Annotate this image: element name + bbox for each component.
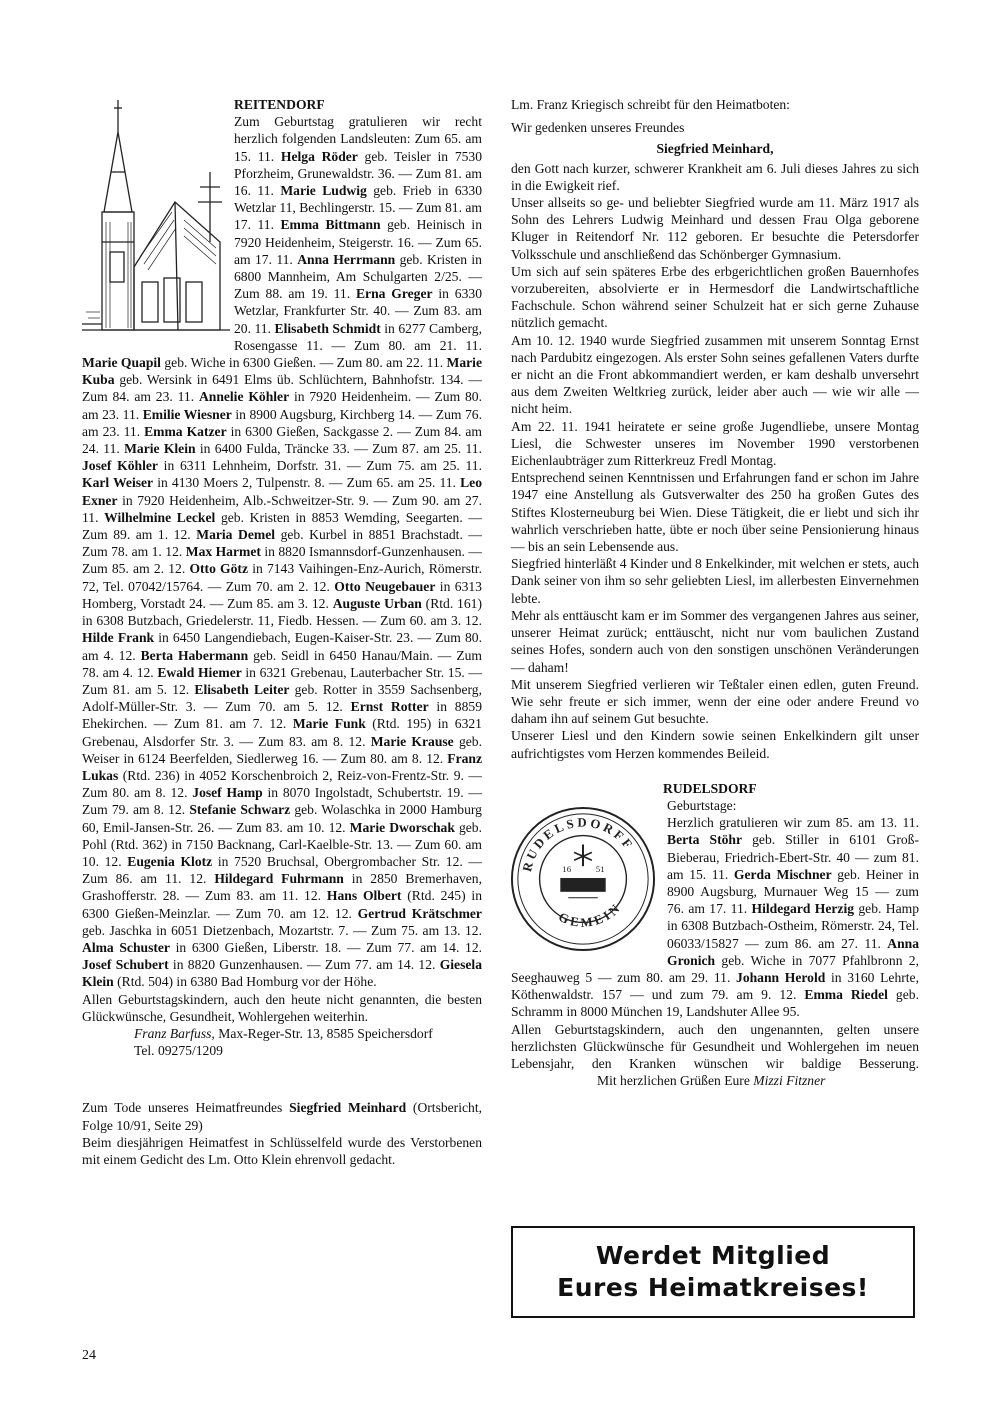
rudelsdorf-greeting: Mit herzlichen Grüßen Eure <box>597 1073 754 1089</box>
entry-address: geb. Seidl in 6450 Hanau/Main. — <box>248 647 457 663</box>
entry-address: in 6313 Homberg, Vorstadt 24. — <box>82 578 482 611</box>
entry-person-name: Berta Stöhr <box>667 832 743 848</box>
entry-address: geb. Heiner in 8900 Augsburg, Murnauer Weg 15 — <box>667 866 919 899</box>
entry-address: (Rtd. 504) in 6380 Bad Homburg vor der Höhe. <box>113 974 377 990</box>
entry-date: Zum 88. am 19. 11. <box>234 286 356 302</box>
entry-date: Zum 65. am 17. 11. <box>234 234 482 267</box>
entry-address: in 6300 Gießen, Sackgasse 2. — <box>226 423 415 439</box>
entry-date: Zum 70. am 5. 12. <box>225 699 351 715</box>
reitendorf-signature <box>82 1025 482 1042</box>
rudelsdorf-sub: Geburtstage: <box>667 797 737 813</box>
entry-address: geb. Stiller in 6101 Groß-Bieberau, Friedrich-Ebert-Str. 40 — <box>667 832 919 865</box>
entry-date: Zum 77. am 14. 12. <box>324 957 440 973</box>
entry-address: in 7920 Heidenheim. — <box>289 389 435 405</box>
entry-address: in 6321 Grebenau, Lauterbacher Str. 15. — <box>241 664 482 680</box>
seal-text-bottom: GEMEIN <box>556 899 625 930</box>
entry-address: in 6277 Camberg, Rosengasse 11. — <box>234 320 483 353</box>
entry-person-name: Maria Demel <box>196 527 276 543</box>
reitendorf-intro: Zum Geburtstag gratulieren wir recht herzlich folgenden Landsleuten: <box>234 114 482 147</box>
entry-date: Zum 84. am 23. 11. <box>82 389 199 405</box>
birthday-entry <box>82 389 434 404</box>
obituary-name: Siegfried Meinhard, <box>656 141 774 157</box>
entry-date: Zum 81. am 17. 11. <box>234 200 482 233</box>
entry-date: Zum 70. am 12. 12. <box>235 905 358 921</box>
entry-person-name: Marie Quapil <box>82 355 161 371</box>
entry-person-name: Marie Ludwig <box>280 183 367 199</box>
entry-date: Zum 80. am 8. 12. <box>82 785 193 801</box>
entry-person-name: Helga Röder <box>280 148 358 164</box>
entry-date: zum 80. am 29. 11. <box>617 969 737 985</box>
entry-person-name: Stefanie Schwarz <box>189 802 291 818</box>
entry-date: Zum 85. am 2. 12. <box>82 561 190 577</box>
entry-address: in 8820 Ismannsdorf-Gunzenhausen. — <box>260 544 482 560</box>
entry-address: in 6300 Gießen, Liberstr. 18. — <box>169 939 367 955</box>
entry-address: geb. Pohl (Rtd. 362) in 7150 Backnang, Carl-Kaelble-Str. 13. — <box>82 819 482 852</box>
obituary-paragraph: den Gott nach kurzer, schwerer Krankheit am 6. Juli dieses Jahres zu sich in die Ewigkeit rief. <box>511 160 919 193</box>
seal-text-top: RUDELSDORFF <box>520 815 637 874</box>
entry-address: geb. Hamp in 6308 Butzbach-Ostheim, Römerstr. 24, Tel. 06033/15827 — <box>667 901 919 951</box>
entry-address: in 4130 Moers 2, Tulpenstr. 8. — <box>153 475 347 491</box>
obituary-paragraph: Am 22. 11. 1941 heiratete er seine große Jugendliebe, unsere Montag Liesl, die Schwester unseres im November 1990 verstorbenen Eichenlaubträger zum Ritterkreuz Fredl Montag. <box>511 418 919 469</box>
entry-address: geb. Frieb in 6330 Wetzlar 11, Bechlingerstr. 15. — <box>234 183 483 216</box>
entry-address: (Rtd. 161) in 6308 Butzbach, Griedelerstr. 11, Fiedb. Hessen. — <box>82 595 482 629</box>
entry-date: Zum 79. am 8. 12. <box>82 802 190 818</box>
entry-person-name: Leo Exner <box>82 475 482 508</box>
entry-address: geb. Schramm in 8000 München 19, Landshuter Allee 95. <box>511 987 919 1020</box>
obituary-intro-2: Wir gedenken unseres Freundes <box>511 120 685 136</box>
entry-address: in 3160 Lehrte, Köthenwaldstr. 157 — <box>511 969 919 1003</box>
entry-person-name: Emma Bittmann <box>280 217 381 233</box>
entry-person-name: Giesela Klein <box>82 957 482 990</box>
entry-person-name: Josef Köhler <box>82 458 158 474</box>
entry-person-name: Ernst Rotter <box>350 699 429 715</box>
death-note-name: Siegfried Meinhard <box>289 1100 407 1116</box>
entry-date: Zum 83. am 11. 12. <box>204 888 327 904</box>
entry-person-name: Elisabeth Leiter <box>194 681 290 697</box>
entry-date: Zum 86. am 11. 12. <box>82 871 215 887</box>
entry-person-name: Johann Herold <box>736 969 826 985</box>
entry-date: Zum 87. am 25. 11. <box>372 441 482 457</box>
entry-address: (Rtd. 195) in 6321 Grebenau, Alsdorfer Str. 3. — <box>82 716 482 749</box>
obituary-paragraph: Unserer Liesl und den Kindern sowie seinen Enkelkindern gilt unser aufrichtigstes vom Herzen kommendes Beileid. <box>511 728 919 761</box>
entry-person-name: Emma Riedel <box>804 987 888 1003</box>
entry-date: Zum 80. am 23. 11. <box>82 389 482 422</box>
entry-person-name: Marie Kuba <box>82 355 482 388</box>
death-note-pre: Zum Tode unseres Heimatfreundes <box>82 1100 290 1116</box>
entry-address: geb. Heinisch in 7920 Heidenheim, Steigerstr. 16. — <box>234 217 482 250</box>
entry-person-name: Erna Greger <box>355 286 433 302</box>
birthday-entry <box>82 544 482 559</box>
seal-year-left: 16 <box>562 864 572 875</box>
rudelsdorf-closing <box>511 1021 919 1090</box>
obituary-paragraph: Mit unserem Siegfried verlieren wir Teßtaler einen edlen, guten Freund. Wie sehr freute er sich immer, wenn der eine oder andere Freund vo daham ihn auf seinem Gut besuchte. <box>511 676 919 727</box>
signature-name: Franz Barfuss, <box>134 1025 215 1041</box>
entry-date: Zum 85. am 3. 12. <box>227 595 333 611</box>
entry-person-name: Ewald Hiemer <box>157 664 242 680</box>
entry-address: geb. Wiche in 7077 Pfahlbronn 2, Seeghauweg 5 — <box>511 952 919 985</box>
municipal-seal-image <box>509 805 657 953</box>
entry-person-name: Gertrud Krätschmer <box>357 905 482 921</box>
entry-person-name: Hans Olbert <box>326 888 402 904</box>
entry-date: Zum 83. am 8. 12. <box>258 733 371 749</box>
entry-date: zum 85. am 13. 11. <box>806 815 919 831</box>
section-heading-reitendorf: REITENDORF <box>234 97 325 112</box>
entry-date: Zum 83. am 10. 12. <box>236 819 350 835</box>
rudelsdorf-greeting-name: Mizzi Fitzner <box>753 1073 826 1089</box>
entry-date: Zum 78. am 1. 12. <box>82 544 186 560</box>
entry-person-name: Marie Funk <box>292 716 366 732</box>
obituary-paragraph: Unser allseits so ge- und beliebter Siegfried wurde am 11. März 1917 als Sohn des Lehrers Ludwig Meinhard und dessen Frau Olga geborene Kluger in Reitendorf Nr. 112 geboren. Er besuchte die Petersdorfer Volksschule und anschließend das Schönberger Gymnasium. <box>511 195 919 262</box>
entry-address: geb. Weiser in 6124 Beerfelden, Siedlerweg 16. — <box>82 733 482 766</box>
death-note-post: (Ortsbericht, Folge 10/91, Seite 29) <box>82 1100 482 1133</box>
entry-address: in 7143 Vaihingen-Enz-Aurich, Römerstr. 72, Tel. 07042/15764. — <box>82 561 482 594</box>
entry-person-name: Marie Krause <box>370 733 454 749</box>
entry-person-name: Emma Katzer <box>144 423 227 439</box>
entry-address: geb. Wolaschka in 2000 Hamburg 60, Emil-Jansen-Str. 26. — <box>82 802 482 835</box>
entry-date: Zum 83. am 20. 11. <box>234 303 482 336</box>
right-column <box>511 96 919 1089</box>
entry-address: in 7520 Bruchsal, Obergrombacher Str. 12. — <box>212 853 483 869</box>
obituary-paragraph: Siegfried hinterläßt 4 Kinder und 8 Enkelkinder, mit welchen er stets, auch Dank seiner von ihm so sehr geliebten Liesl, im allerbesten Einvernehmen lebte. <box>511 556 919 606</box>
entry-date: Zum 70. am 2. 12. <box>225 578 335 594</box>
entry-address: geb. Kristen in 8853 Wemding, Seegarten. — <box>215 509 482 525</box>
entry-person-name: Alma Schuster <box>82 939 170 955</box>
entry-date: Zum 89. am 1. 12. <box>82 527 197 543</box>
entry-person-name: Hildegard Herzig <box>751 901 855 917</box>
church-illustration <box>80 92 230 340</box>
birthday-entry <box>82 785 482 800</box>
entry-person-name: Berta Habermann <box>140 647 249 663</box>
entry-person-name: Hildegard Fuhrmann <box>214 871 344 887</box>
obituary-intro: Lm. Franz Kriegisch schreibt für den Heimatboten: <box>511 97 790 112</box>
entry-person-name: Karl Weiser <box>82 475 154 491</box>
entry-date: Zum 80. am 21. 11. <box>353 337 482 353</box>
entry-date: Zum 75. am 25. 11. <box>366 458 482 474</box>
entry-date: Zum 60. am 10. 12. <box>82 836 483 869</box>
entry-address: (Rtd. 236) in 4052 Korschenbroich 2, Reiz-von-Frentz-Str. 9. — <box>118 767 482 783</box>
banner-line-1: Werdet Mitglied <box>595 1241 831 1270</box>
entry-person-name: Elisabeth Schmidt <box>274 320 381 336</box>
page-number: 24 <box>82 1348 96 1363</box>
entry-person-name: Anna Gronich <box>667 935 919 968</box>
signature-phone: Tel. 09275/1209 <box>134 1043 223 1059</box>
entry-person-name: Emilie Wiesner <box>142 406 232 422</box>
obituary-paragraph: Mehr als enttäuscht kam er im Sommer des vergangenen Jahres aus seiner, unserer Heimat zurück; enttäuscht, nicht nur vom baulichen Zustand seines Hofes, sondern auch von den sonstigen unschönen Veränderungen — daham! <box>511 607 919 675</box>
entry-person-name: Wilhelmine Leckel <box>104 509 216 525</box>
entry-person-name: Otto Neugebauer <box>334 578 436 594</box>
entry-date: Zum 60. am 3. 12. <box>380 613 482 629</box>
entry-address: in 6400 Fulda, Tränckе 33. — <box>195 441 373 457</box>
entry-person-name: Auguste Urban <box>332 595 422 611</box>
entry-address: in 8900 Augsburg, Kirchberg 14. — <box>231 406 436 422</box>
entry-address: in 7920 Heidenheim, Alb.-Schweitzer-Str. 9. — <box>117 492 392 508</box>
entry-date: Zum 80. am 22. 11. <box>336 355 447 371</box>
banner-line-2: Eures Heimatkreises! <box>557 1273 869 1302</box>
entry-address: in 8859 Ehekirchen. — <box>82 699 482 732</box>
entry-address: in 6330 Wetzlar, Frankfurter Str. 40. — <box>234 286 482 319</box>
entry-date: und zum 79. am 9. 12. <box>651 987 805 1003</box>
entry-date: Zum 65. am 25. 11. <box>346 475 461 491</box>
left-column <box>82 96 482 1168</box>
birthday-entry <box>82 527 482 542</box>
entry-date: Zum 80. am 4. 12. <box>82 630 482 663</box>
entry-date: Zum 81. am 7. 12. <box>173 716 293 732</box>
entry-address: geb. Kristen in 6800 Mannheim, Am Schulgarten 2/25. — <box>234 251 482 285</box>
entry-person-name: Anna Herrmann <box>297 251 396 267</box>
entry-person-name: Gerda Mischner <box>733 866 832 882</box>
obituary-paragraph: Entsprechend seinen Kenntnissen und Erfahrungen fand er schon im Jahre 1947 eine Anstellung als Gutsverwalter des 250 ha großen Gutes des Stiftes Klosterneuburg bei Wien. Diese Tätigkeit, die er liebt und sich ihr wahrlich verschrieben hatte, übte er noch über seine Pensionierung hinaus — bis an sein Lebensende aus. <box>511 470 919 555</box>
obituary-paragraph: Um sich auf sein späteres Erbe des erbgerichtlichen großen Bauernhofes vorzubereiten, absolvierte er in Hermesdorf die Landwirtschaftliche Fachschule. Schon während seiner Schulzeit hat er sich gerne Zuhause nützlich gemacht. <box>511 263 919 331</box>
entry-date: Zum 80. am 8. 12. <box>340 750 448 766</box>
entry-person-name: Eugenia Klotz <box>127 853 213 869</box>
entry-date: Zum 81. am 5. 12. <box>82 681 195 697</box>
entry-date: Zum 81. am 16. 11. <box>234 165 482 199</box>
entry-date: Zum 84. am 24. 11. <box>82 423 482 457</box>
entry-date: Zum 78. am 4. 12. <box>82 647 482 680</box>
entry-address: (Rtd. 245) in 6300 Gießen-Meinzlar. — <box>82 888 483 921</box>
entry-address: geb. Wersink in 6491 Elms üb. Schlüchtern, Bahnhofstr. 134. — <box>114 372 482 388</box>
svg-text:GEMEIN <box>556 900 624 930</box>
entry-address: geb. Wiche in 6300 Gießen. — <box>160 355 337 371</box>
entry-address: in 2850 Bremerhaven, Grashofferstr. 28. — <box>82 871 483 904</box>
entry-date: Zum 75. am 13. 12. <box>371 922 482 938</box>
entry-address: in 6311 Lehnheim, Dorfstr. 31. — <box>157 458 367 474</box>
entry-person-name: Marie Klein <box>124 441 196 457</box>
death-note <box>82 1099 482 1133</box>
entry-person-name: Max Harmet <box>185 544 261 560</box>
rudelsdorf-intro: Herzlich gratulieren wir <box>667 815 807 831</box>
entry-person-name: Otto Götz <box>189 561 248 577</box>
entry-date: Zum 65. am 15. 11. <box>234 131 482 164</box>
death-note-text: Beim diesjährigen Heimatfest in Schlüsselfeld wurde des Verstorbenen mit einem Gedicht des Lm. Otto Klein ehrenvoll gedacht. <box>82 1134 482 1167</box>
entry-address: geb. Teisler in 7530 Pforzheim, Grunewaldstr. 36. — <box>234 148 483 181</box>
entry-person-name: Annelie Köhler <box>198 389 290 405</box>
entry-date: zum 76. am 17. 11. <box>667 883 919 917</box>
entry-person-name: Marie Dworschak <box>349 819 455 835</box>
entry-address: geb. Kurbel in 8851 Brachstadt. — <box>275 527 482 543</box>
entry-date: Zum 76. am 23. 11. <box>82 406 482 439</box>
entry-person-name: Hilde Frank <box>82 630 155 646</box>
entry-person-name: Josef Hamp <box>192 785 263 801</box>
obituary-paragraph: Am 10. 12. 1940 wurde Siegfried zusammen mit unserem Sonntag Ernst nach Pardubitz eingezogen. Als erster Sohn seines gefallenen Vaters durfte er nicht an die Front abkommandiert werden, er kam deshalb unversehrt aus dem Zweiten Weltkrieg zurück, leider aber auch — wie wir alle — nicht heim. <box>511 332 919 417</box>
entry-date: Zum 90. am 27. 11. <box>82 492 482 525</box>
entry-date: zum 86. am 27. 11. <box>765 935 888 951</box>
entry-address: geb. Rotter in 3559 Sachsenberg, Adolf-Müller-Str. 3. — <box>82 681 482 715</box>
seal-year-right: 51 <box>595 864 605 875</box>
entry-address: in 6450 Langendiebach, Eugen-Kaiser-Str. 23. — <box>154 630 436 646</box>
entry-person-name: Franz Lukas <box>82 750 482 783</box>
entry-address: geb. Jaschka in 6051 Dietzenbach, Mozartstr. 7. — <box>82 922 372 938</box>
entry-address: in 8820 Gunzenhausen. — <box>168 957 325 973</box>
signature-address: Max-Reger-Str. 13, 8585 Speichersdorf <box>214 1025 433 1041</box>
entry-date: zum 81. am 15. 11. <box>667 849 919 882</box>
entry-address: in 8070 Ingolstadt, Schubertstr. 19. — <box>262 785 482 801</box>
rudelsdorf-closing-text: Allen Geburtstagskindern, auch den ungenannten, gelten unsere herzlichsten Glückwünsche für Gesundheit und Wohlergehen im neuen Lebensjahr, den Kranken wünschen wir baldige Besserung. <box>511 1021 919 1071</box>
entry-date: Zum 77. am 14. 12. <box>366 939 483 955</box>
obituary-body <box>511 160 919 762</box>
entry-person-name: Josef Schubert <box>82 957 169 973</box>
reitendorf-closing: Allen Geburtstagskindern, auch den heute nicht genannten, die besten Glückwünsche, Gesundheit, Wohlergehen weiterhin. <box>82 991 482 1024</box>
section-heading-rudelsdorf: RUDELSDORF <box>663 780 757 796</box>
membership-banner <box>511 1226 915 1318</box>
